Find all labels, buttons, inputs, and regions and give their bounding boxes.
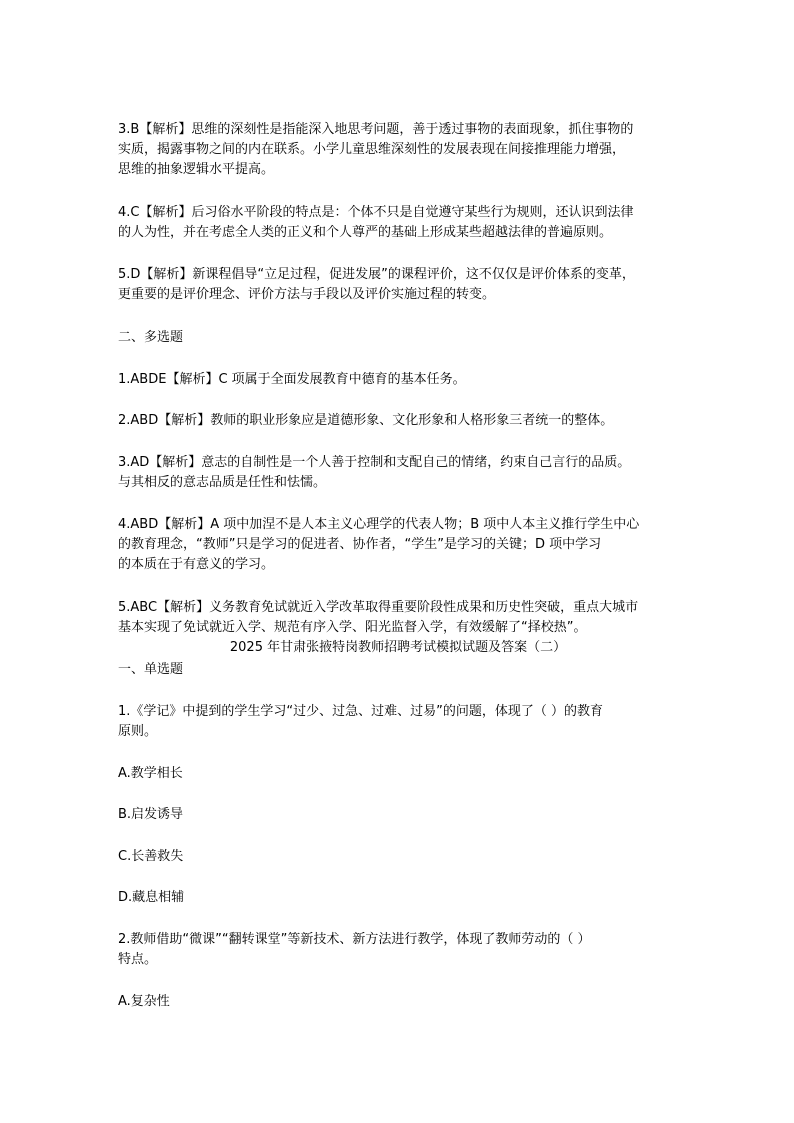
answer-line: 实质，揭露事物之间的内在联系。小学儿童思维深刻性的发展表现在间接推理能力增强， xyxy=(118,142,626,157)
section-heading-single: 一、单选题 xyxy=(118,662,184,677)
question-line: 特点。 xyxy=(118,952,158,967)
answer-line: 思维的抽象逻辑水平提高。 xyxy=(118,162,275,177)
q2-option-a: A.复杂性 xyxy=(118,994,170,1009)
answer-line: 5.ABC【解析】义务教育免试就近入学改革取得重要阶段性成果和历史性突破，重点大城市 xyxy=(118,600,639,615)
q1-option-c: C.长善救失 xyxy=(118,849,184,864)
multi-answer-3 xyxy=(118,453,678,493)
answer-line: 与其相反的意志品质是任性和怯懦。 xyxy=(118,475,327,490)
answer-line: 的人为性，并在考虑全人类的正义和个人尊严的基础上形成某些超越法律的普遍原则。 xyxy=(118,225,613,240)
answer-line: 4.C【解析】后习俗水平阶段的特点是：个体不只是自觉遵守某些行为规则，还认识到法律 xyxy=(118,205,634,220)
answer-line: 基本实现了免试就近入学、规范有序入学、阳光监督入学，有效缓解了“择校热”。 xyxy=(118,620,587,635)
answer-line: 3.AD【解析】意志的自制性是一个人善于控制和支配自己的情绪，约束自己言行的品质。 xyxy=(118,455,631,470)
question-line: 1.《学记》中提到的学生学习“过少、过急、过难、过易”的问题，体现了（ ）的教育 xyxy=(118,704,604,719)
answer-line: 的本质在于有意义的学习。 xyxy=(118,557,275,572)
answer-line: 5.D【解析】新课程倡导“立足过程，促进发展”的课程评价，这不仅仅是评价体系的变革， xyxy=(118,267,635,282)
multi-answer-4 xyxy=(118,515,678,575)
question-1 xyxy=(118,702,678,742)
multi-answer-5 xyxy=(118,598,678,638)
question-2 xyxy=(118,930,678,970)
answer-4 xyxy=(118,203,678,243)
answer-line: 1.ABDE【解析】C 项属于全面发展教育中德育的基本任务。 xyxy=(118,372,466,387)
answer-line: 更重要的是评价理念、评价方法与手段以及评价实施过程的转变。 xyxy=(118,287,496,302)
multi-answer-2 xyxy=(118,411,678,431)
answer-5 xyxy=(118,265,678,305)
answer-line: 的教育理念，“教师”只是学习的促进者、协作者，“学生”是学习的关键；D 项中学习 xyxy=(118,537,602,552)
section-heading-multi: 二、多选题 xyxy=(118,330,184,345)
answer-3 xyxy=(118,120,678,180)
question-line: 原则。 xyxy=(118,724,158,739)
answer-line: 2.ABD【解析】教师的职业形象应是道德形象、文化形象和人格形象三者统一的整体。 xyxy=(118,413,614,428)
q1-option-d: D.藏息相辅 xyxy=(118,890,185,905)
q1-option-a: A.教学相长 xyxy=(118,766,183,781)
multi-answer-1 xyxy=(118,370,678,390)
q1-option-b: B.启发诱导 xyxy=(118,807,184,822)
question-line: 2.教师借助“微课”“翻转课堂”等新技术、新方法进行教学，体现了教师劳动的（ ） xyxy=(118,932,591,947)
answer-line: 4.ABD【解析】A 项中加涅不是人本主义心理学的代表人物；B 项中人本主义推行学生中心 xyxy=(118,517,640,532)
exam-title: 2025 年甘肃张掖特岗教师招聘考试模拟试题及答案（二） xyxy=(229,640,567,655)
answer-line: 3.B【解析】思维的深刻性是指能深入地思考问题，善于透过事物的表面现象，抓住事物的 xyxy=(118,122,634,137)
